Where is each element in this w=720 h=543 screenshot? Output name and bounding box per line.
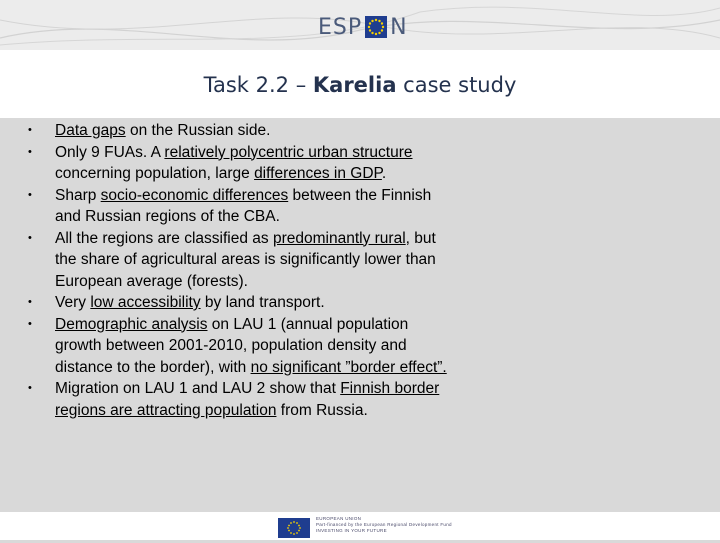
bullet-item [28, 228, 448, 293]
bullet-text: Only 9 FUAs. A [55, 143, 165, 161]
bullet-dot: • [28, 382, 32, 394]
bullet-emphasis: low accessibility [90, 294, 201, 311]
title-prefix: Task 2.2 – [203, 73, 313, 97]
bullet-item [28, 378, 448, 421]
bullet-emphasis: socio-economic differences [100, 186, 289, 204]
bullet-text: by land transport. [200, 294, 325, 311]
eu-text-line: Part-financed by the European Regional Development Fund [316, 522, 452, 527]
bullet-text: All the regions are classified as [55, 229, 273, 247]
bullet-list [28, 120, 448, 421]
title-suffix: case study [396, 73, 517, 97]
bullet-item [28, 314, 448, 379]
bullet-emphasis: Data gaps [55, 122, 126, 139]
title-highlight: Karelia [312, 73, 397, 97]
bullet-dot: • [28, 145, 32, 158]
slide-title [0, 73, 720, 97]
logo-band [0, 0, 720, 51]
eu-text-line: INVESTING IN YOUR FUTURE [316, 528, 387, 533]
bullet-text: . [381, 165, 387, 182]
bullet-text: on the Russian side. [125, 122, 271, 139]
bullet-dot: • [28, 317, 32, 330]
eu-funding-text [316, 516, 452, 534]
bullet-text: Migration on LAU 1 and LAU 2 show that [55, 380, 341, 397]
bullet-text: from Russia. [276, 401, 368, 419]
bullet-item [28, 142, 448, 185]
bullet-emphasis: differences in GDP [254, 165, 382, 182]
bullet-text: on LAU 1 (annual population growth between 2001-2010, population density and distance to the border), with [55, 315, 409, 376]
bullet-dot: • [28, 296, 32, 308]
bullet-emphasis: predominantly rural [272, 229, 406, 247]
bullet-item [28, 185, 448, 228]
bullet-item [28, 120, 448, 142]
bullet-emphasis: no significant ”border effect”. [250, 358, 447, 376]
bullet-dot: • [28, 231, 32, 244]
bullet-emphasis: relatively polycentric urban structure [164, 143, 413, 161]
bullet-emphasis: Finnish border regions are attracting population [55, 380, 440, 419]
eu-text-line: EUROPEAN UNION [316, 516, 362, 521]
bullet-text: concerning population, large [55, 165, 255, 182]
bullet-dot: • [28, 188, 32, 201]
bullet-dot: • [28, 124, 32, 136]
espon-logo: ESP N [318, 14, 408, 40]
eu-flag-icon [278, 518, 310, 538]
bullet-text: , but the share of agricultural areas is significantly lower than European average (forests). [55, 229, 436, 290]
slide-header [0, 0, 720, 118]
bullet-text: Very [55, 294, 91, 311]
eu-stars-icon [365, 16, 387, 38]
bullet-item [28, 292, 448, 314]
bullet-emphasis: Demographic analysis [55, 315, 208, 333]
bullet-text: between the Finnish and Russian regions of the CBA. [55, 186, 432, 225]
bullet-text: Sharp [55, 186, 101, 204]
